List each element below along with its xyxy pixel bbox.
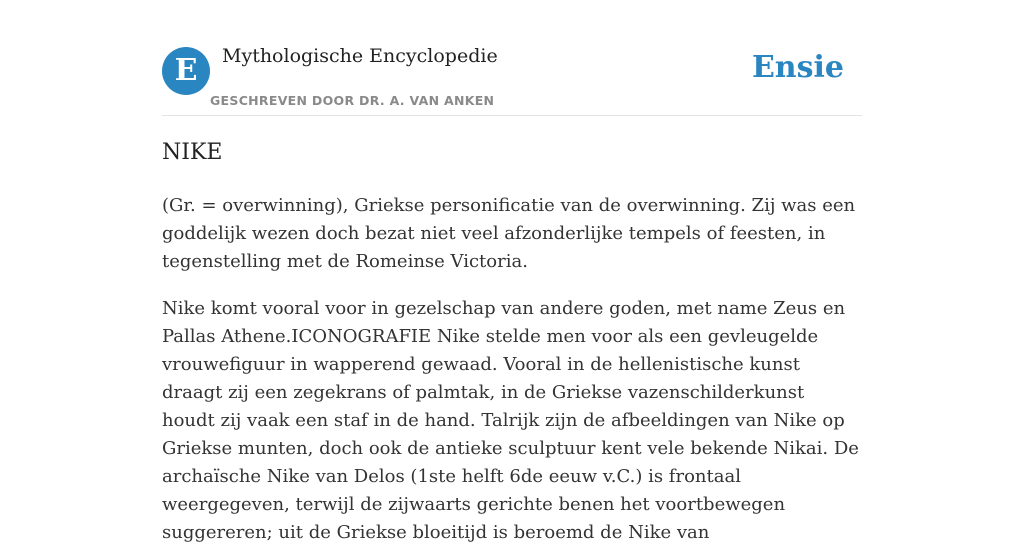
author-byline: GESCHREVEN DOOR DR. A. VAN ANKEN	[210, 93, 495, 108]
brand-logo[interactable]: Ensie	[751, 50, 844, 85]
page-header	[162, 0, 862, 116]
article-paragraph: (Gr. = overwinning), Griekse personificatie van de overwinning. Zij was een goddelijk wezen doch bezat niet veel afzonderlijke tempels of feesten, in tegenstelling met de Romeinse Victoria.	[162, 195, 856, 272]
article-title: NIKE	[162, 140, 223, 165]
publication-logo-icon[interactable]: E	[162, 47, 210, 95]
content-column	[162, 0, 862, 543]
article-paragraph: Nike komt vooral voor in gezelschap van andere goden, met name Zeus en Pallas Athene.ICONOGRAFIE Nike stelde men voor als een gevleugelde vrouwefiguur in wapperend gewaad. Vooral in de hellenistische kunst draagt zij een zegekrans of palmtak, in de Griekse vazenschilderkunst houdt zij vaak een staf in de hand. Talrijk zijn de afbeeldingen van Nike op Griekse munten, doch ook de antieke sculptuur kent vele bekende Nikai. De archaïsche Nike van Delos (1ste helft 6de eeuw v.C.) is frontaal weergegeven, terwijl de zijwaarts gerichte benen het voortbewegen suggereren; uit de Griekse bloeitijd is beroemd de Nike van	[162, 298, 859, 543]
publication-title[interactable]: Mythologische Encyclopedie	[222, 45, 498, 67]
